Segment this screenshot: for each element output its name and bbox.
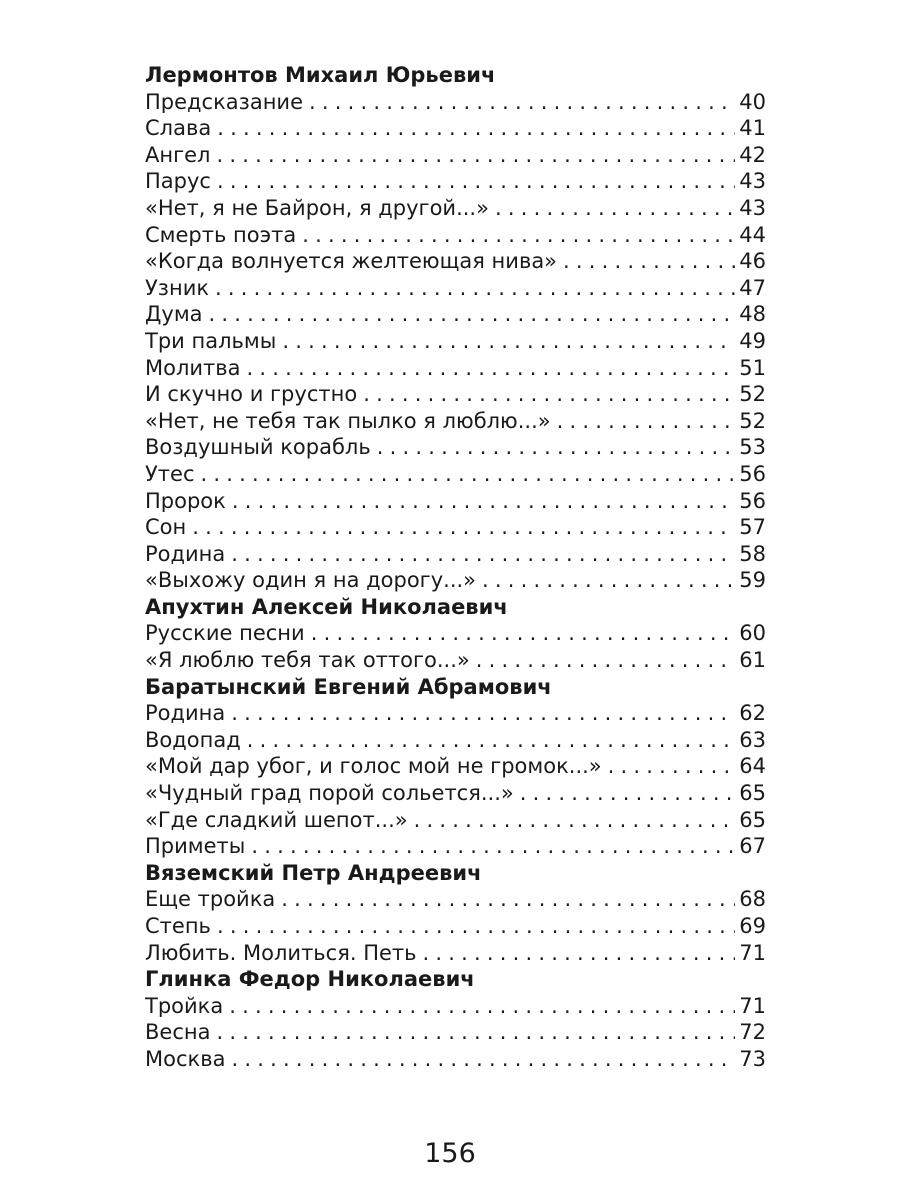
- dot-leader: [251, 831, 735, 858]
- entry-title: Утес: [145, 461, 195, 486]
- toc-entry: [145, 406, 766, 433]
- toc-entry: [145, 459, 766, 486]
- entry-title: Весна: [145, 1020, 211, 1044]
- entry-title: Пророк: [145, 488, 226, 513]
- dot-leader: [216, 140, 735, 167]
- entry-page-number: 63: [739, 727, 766, 752]
- entry-page-number: 53: [739, 435, 766, 459]
- toc-entry: [145, 1017, 766, 1044]
- entry-title: Приметы: [145, 834, 246, 858]
- toc-entry: [145, 246, 766, 273]
- entry-title: Смерть поэта: [145, 222, 297, 247]
- toc-entry: [145, 379, 766, 406]
- entry-title: Ангел: [145, 142, 211, 167]
- entry-page-number: 43: [739, 195, 766, 220]
- dot-leader: [476, 645, 736, 672]
- dot-leader: [363, 379, 735, 406]
- dot-leader: [217, 113, 735, 140]
- page-number: 156: [424, 1138, 476, 1169]
- dot-leader: [495, 193, 735, 220]
- entry-page-number: 71: [739, 993, 766, 1018]
- entry-title: Степь: [145, 914, 211, 938]
- entry-title: Парус: [145, 169, 211, 193]
- entry-title: «Когда волнуется желтеющая нива»: [145, 249, 558, 273]
- entry-title: И скучно и грустно: [145, 382, 358, 406]
- entry-page-number: 47: [739, 275, 766, 300]
- toc-entry: [145, 166, 766, 193]
- dot-leader: [209, 299, 736, 326]
- dot-leader: [563, 246, 735, 273]
- entry-title: Дума: [145, 302, 203, 326]
- author-heading: Вяземский Петр Андреевич: [145, 860, 482, 885]
- dot-leader: [215, 273, 735, 300]
- toc-entry: [145, 299, 766, 326]
- entry-page-number: 71: [739, 940, 766, 965]
- entry-page-number: 40: [739, 89, 766, 114]
- dot-leader: [482, 565, 735, 592]
- entry-page-number: 73: [739, 1046, 766, 1071]
- entry-page-number: 65: [739, 807, 766, 832]
- toc-entry: [145, 326, 766, 353]
- toc-entry: [145, 87, 766, 114]
- dot-leader: [520, 778, 736, 805]
- entry-page-number: 67: [739, 834, 766, 858]
- entry-title: «Чудный град порой сольется...»: [145, 781, 514, 805]
- entry-title: «Где сладкий шепот...»: [145, 807, 408, 832]
- entry-title: Тройка: [145, 993, 224, 1018]
- dot-leader: [229, 991, 735, 1018]
- dot-leader: [231, 539, 735, 566]
- toc-entry: [145, 1044, 766, 1071]
- entry-title: Родина: [145, 541, 226, 566]
- toc-entry: [145, 831, 766, 858]
- entry-page-number: 56: [739, 488, 766, 513]
- entry-title: «Мой дар убог, и голос мой не громок...»: [145, 754, 602, 779]
- entry-page-number: 56: [739, 461, 766, 486]
- dot-leader: [311, 618, 736, 645]
- dot-leader: [192, 512, 735, 539]
- entry-page-number: 46: [739, 249, 766, 273]
- entry-title: Молитва: [145, 355, 241, 380]
- toc-entry: [145, 353, 766, 380]
- entry-title: Водопад: [145, 727, 241, 752]
- toc-entry: [145, 618, 766, 645]
- entry-title: «Я люблю тебя так оттого...»: [145, 648, 470, 672]
- toc-entry: [145, 725, 766, 752]
- entry-page-number: 61: [739, 648, 766, 672]
- entry-page-number: 51: [739, 355, 766, 380]
- entry-page-number: 49: [739, 328, 766, 353]
- entry-title: Предсказание: [145, 89, 303, 114]
- table-of-contents: [145, 60, 766, 1071]
- dot-leader: [557, 406, 736, 433]
- entry-title: Слава: [145, 116, 212, 140]
- author-heading: Глинка Федор Николаевич: [145, 967, 475, 992]
- entry-title: Сон: [145, 515, 187, 539]
- toc-entry: [145, 220, 766, 247]
- dot-leader: [231, 1044, 735, 1071]
- toc-entry: [145, 991, 766, 1018]
- entry-title: «Выхожу один я на дорогу...»: [145, 568, 477, 592]
- entry-title: Москва: [145, 1046, 226, 1071]
- entry-title: Русские песни: [145, 621, 305, 646]
- entry-title: Воздушный корабль: [145, 435, 371, 459]
- dot-leader: [247, 353, 736, 380]
- toc-entry: [145, 911, 766, 938]
- dot-leader: [302, 220, 735, 247]
- entry-page-number: 58: [739, 541, 766, 566]
- toc-entry: [145, 113, 766, 140]
- entry-page-number: 69: [739, 914, 766, 938]
- entry-page-number: 59: [739, 568, 766, 592]
- toc-entry: [145, 938, 766, 965]
- entry-page-number: 62: [739, 701, 766, 725]
- entry-page-number: 60: [739, 621, 766, 646]
- dot-leader: [247, 725, 736, 752]
- entry-title: «Нет, не тебя так пылко я люблю...»: [145, 408, 551, 433]
- dot-leader: [281, 884, 735, 911]
- entry-page-number: 41: [739, 116, 766, 140]
- toc-entry: [145, 778, 766, 805]
- toc-entry: [145, 193, 766, 220]
- toc-entry: [145, 565, 766, 592]
- entry-title: «Нет, я не Байрон, я другой...»: [145, 195, 489, 220]
- entry-page-number: 52: [739, 408, 766, 433]
- toc-entry: [145, 140, 766, 167]
- toc-entry: [145, 645, 766, 672]
- entry-page-number: 65: [739, 781, 766, 805]
- entry-title: Узник: [145, 275, 210, 300]
- toc-entry: [145, 273, 766, 300]
- entry-title: Родина: [145, 701, 226, 725]
- entry-page-number: 43: [739, 169, 766, 193]
- author-heading: Апухтин Алексей Николаевич: [145, 594, 508, 619]
- entry-page-number: 44: [739, 222, 766, 247]
- dot-leader: [423, 938, 736, 965]
- dot-leader: [201, 459, 736, 486]
- entry-page-number: 72: [739, 1020, 766, 1044]
- dot-leader: [217, 166, 735, 193]
- dot-leader: [309, 87, 735, 114]
- dot-leader: [232, 486, 735, 513]
- author-heading: Лермонтов Михаил Юрьевич: [145, 63, 496, 87]
- toc-entry: [145, 432, 766, 459]
- toc-entry: [145, 539, 766, 566]
- entry-page-number: 68: [739, 887, 766, 911]
- dot-leader: [231, 698, 735, 725]
- toc-entry: [145, 698, 766, 725]
- toc-entry: [145, 751, 766, 778]
- dot-leader: [282, 326, 735, 353]
- author-heading: Баратынский Евгений Абрамович: [145, 674, 552, 699]
- entry-page-number: 42: [739, 142, 766, 167]
- entry-title: Любить. Молиться. Петь: [145, 940, 417, 965]
- entry-title: Еще тройка: [145, 887, 276, 911]
- dot-leader: [377, 432, 736, 459]
- dot-leader: [414, 805, 736, 832]
- entry-page-number: 52: [739, 382, 766, 406]
- entry-page-number: 64: [739, 754, 766, 779]
- dot-leader: [216, 1017, 735, 1044]
- toc-entry: [145, 512, 766, 539]
- entry-title: Три пальмы: [145, 328, 277, 353]
- toc-entry: [145, 805, 766, 832]
- entry-page-number: 57: [739, 515, 766, 539]
- dot-leader: [608, 751, 736, 778]
- toc-entry: [145, 486, 766, 513]
- toc-entry: [145, 884, 766, 911]
- dot-leader: [217, 911, 735, 938]
- entry-page-number: 48: [739, 302, 766, 326]
